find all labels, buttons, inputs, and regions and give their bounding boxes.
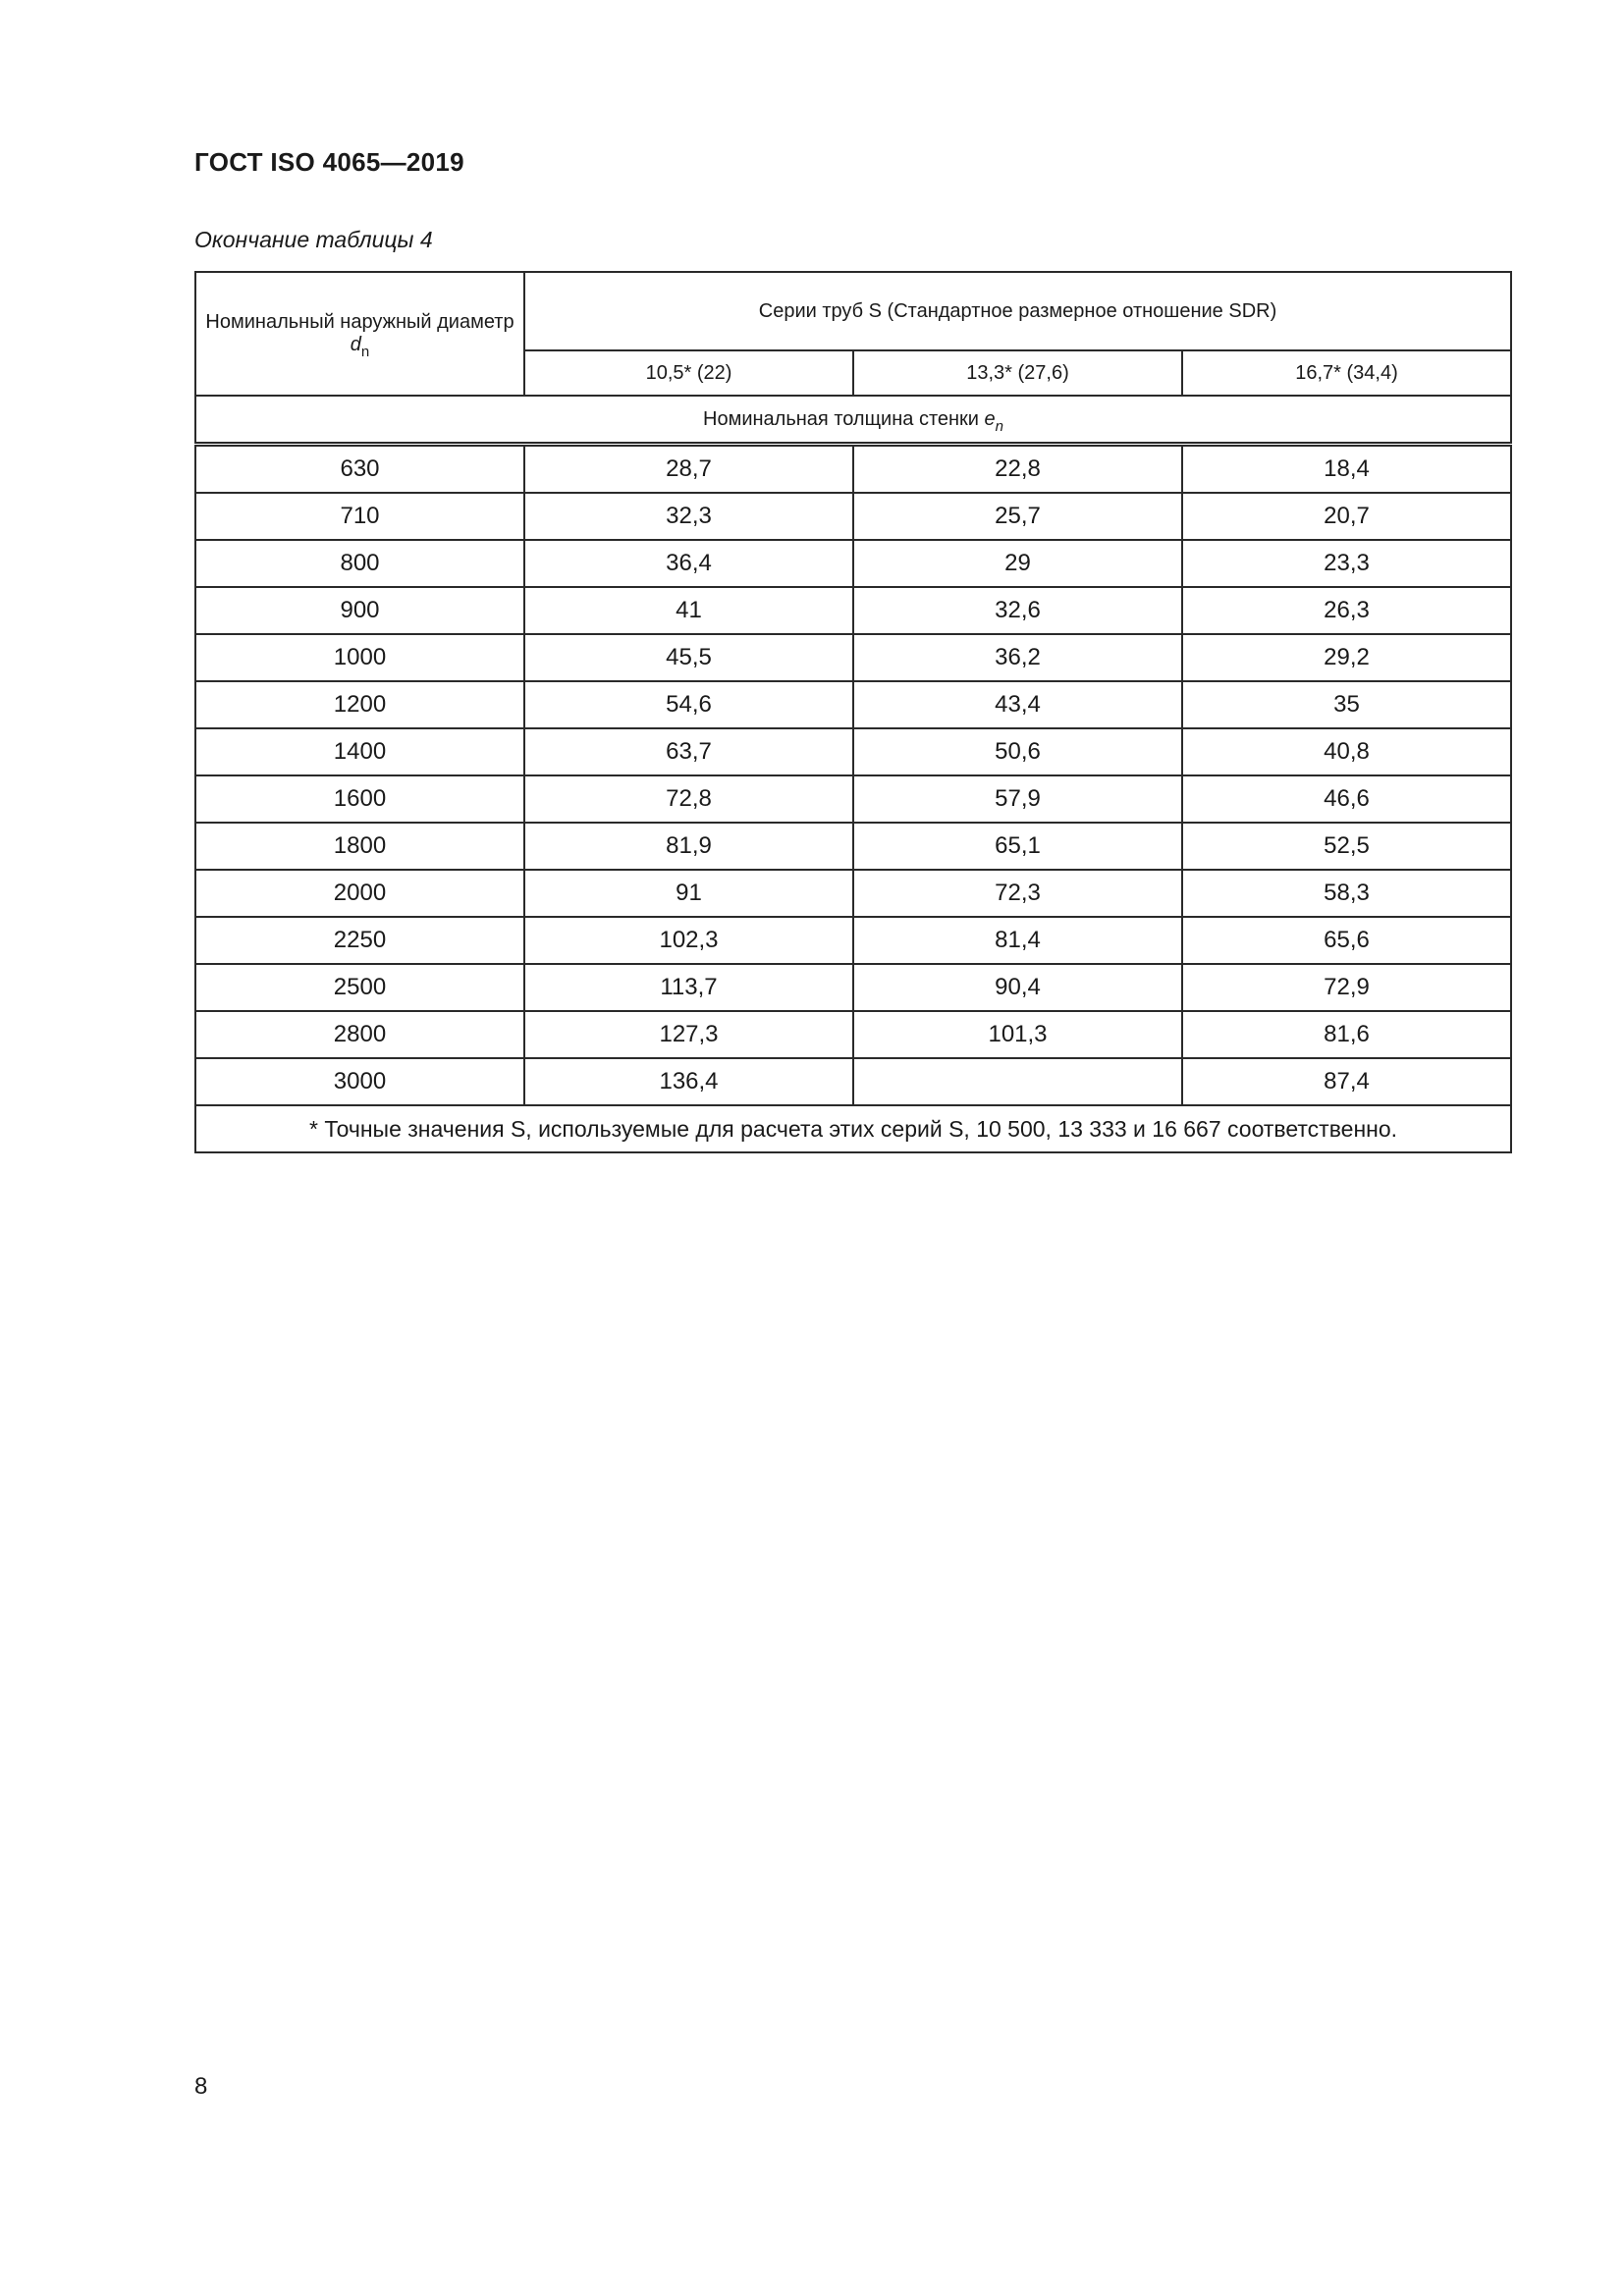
thickness-cell: 36,4: [524, 540, 853, 587]
thickness-cell: 32,6: [853, 587, 1182, 634]
thickness-cell: 91: [524, 870, 853, 917]
thickness-cell: 32,3: [524, 493, 853, 540]
series-header-1: 10,5* (22): [524, 350, 853, 396]
table-row: [195, 493, 1511, 540]
thickness-cell: 40,8: [1182, 728, 1511, 775]
thickness-cell: 52,5: [1182, 823, 1511, 870]
thickness-cell: 41: [524, 587, 853, 634]
thickness-cell: 90,4: [853, 964, 1182, 1011]
thickness-cell: 58,3: [1182, 870, 1511, 917]
diameter-cell: 1800: [195, 823, 524, 870]
thickness-cell: 72,9: [1182, 964, 1511, 1011]
thickness-cell: 72,8: [524, 775, 853, 823]
diameter-cell: 1200: [195, 681, 524, 728]
diameter-cell: 2000: [195, 870, 524, 917]
diameter-cell: 2800: [195, 1011, 524, 1058]
thickness-cell: 23,3: [1182, 540, 1511, 587]
diameter-cell: 2500: [195, 964, 524, 1011]
thickness-cell: 18,4: [1182, 445, 1511, 494]
diameter-cell: 1000: [195, 634, 524, 681]
document-header: ГОСТ ISO 4065—2019: [194, 147, 464, 177]
thickness-cell: 65,6: [1182, 917, 1511, 964]
diameter-cell: 1600: [195, 775, 524, 823]
table-row: [195, 917, 1511, 964]
thickness-cell: 28,7: [524, 445, 853, 494]
thickness-cell: 43,4: [853, 681, 1182, 728]
table-row: [195, 964, 1511, 1011]
series-header-2: 13,3* (27,6): [853, 350, 1182, 396]
table-row: [195, 681, 1511, 728]
table-row: [195, 1011, 1511, 1058]
thickness-cell: 113,7: [524, 964, 853, 1011]
thickness-cell: 65,1: [853, 823, 1182, 870]
thickness-cell: 136,4: [524, 1058, 853, 1105]
table-row: [195, 1058, 1511, 1105]
thickness-cell: 81,9: [524, 823, 853, 870]
thickness-cell: 29,2: [1182, 634, 1511, 681]
table-caption: Окончание таблицы 4: [194, 227, 433, 252]
diameter-cell: 3000: [195, 1058, 524, 1105]
diameter-cell: 900: [195, 587, 524, 634]
thickness-header: [195, 396, 1511, 445]
diameter-cell: 710: [195, 493, 524, 540]
thickness-cell: 45,5: [524, 634, 853, 681]
diameter-cell: 630: [195, 445, 524, 494]
thickness-cell: 102,3: [524, 917, 853, 964]
thickness-cell: 26,3: [1182, 587, 1511, 634]
thickness-cell: [853, 1058, 1182, 1105]
table-row: [195, 445, 1511, 494]
table-row: [195, 775, 1511, 823]
thickness-cell: 22,8: [853, 445, 1182, 494]
diameter-cell: 1400: [195, 728, 524, 775]
thickness-cell: 50,6: [853, 728, 1182, 775]
thickness-cell: 81,6: [1182, 1011, 1511, 1058]
thickness-cell: 29: [853, 540, 1182, 587]
table-row: [195, 634, 1511, 681]
diameter-header-label: Номинальный наружный диаметр: [205, 311, 514, 333]
thickness-cell: 87,4: [1182, 1058, 1511, 1105]
table-footnote: * Точные значения S, используемые для расчета этих серий S, 10 500, 13 333 и 16 667 соответственно.: [195, 1105, 1511, 1152]
thickness-cell: 35: [1182, 681, 1511, 728]
thickness-cell: 81,4: [853, 917, 1182, 964]
table-row: [195, 540, 1511, 587]
thickness-cell: 57,9: [853, 775, 1182, 823]
thickness-cell: 54,6: [524, 681, 853, 728]
thickness-cell: 101,3: [853, 1011, 1182, 1058]
diameter-symbol: d: [350, 334, 361, 355]
pipe-dimensions-table: [194, 271, 1512, 1153]
page-number: 8: [194, 2073, 208, 2100]
table-row: [195, 823, 1511, 870]
thickness-cell: 20,7: [1182, 493, 1511, 540]
thickness-cell: 127,3: [524, 1011, 853, 1058]
table-row: [195, 870, 1511, 917]
thickness-cell: 36,2: [853, 634, 1182, 681]
thickness-subscript: n: [995, 417, 1004, 435]
table-row: [195, 587, 1511, 634]
series-header-3: 16,7* (34,4): [1182, 350, 1511, 396]
thickness-symbol: e: [984, 407, 996, 430]
diameter-cell: 800: [195, 540, 524, 587]
thickness-cell: 63,7: [524, 728, 853, 775]
diameter-cell: 2250: [195, 917, 524, 964]
diameter-column-header: [195, 272, 524, 396]
thickness-cell: 72,3: [853, 870, 1182, 917]
diameter-subscript: n: [360, 344, 370, 360]
table-container: [194, 271, 1510, 1153]
series-header: Серии труб S (Стандартное размерное отношение SDR): [524, 272, 1511, 350]
table-row: [195, 728, 1511, 775]
footnote-row: [195, 1105, 1511, 1152]
thickness-header-label: Номинальная толщина стенки: [703, 407, 979, 430]
thickness-cell: 25,7: [853, 493, 1182, 540]
thickness-cell: 46,6: [1182, 775, 1511, 823]
